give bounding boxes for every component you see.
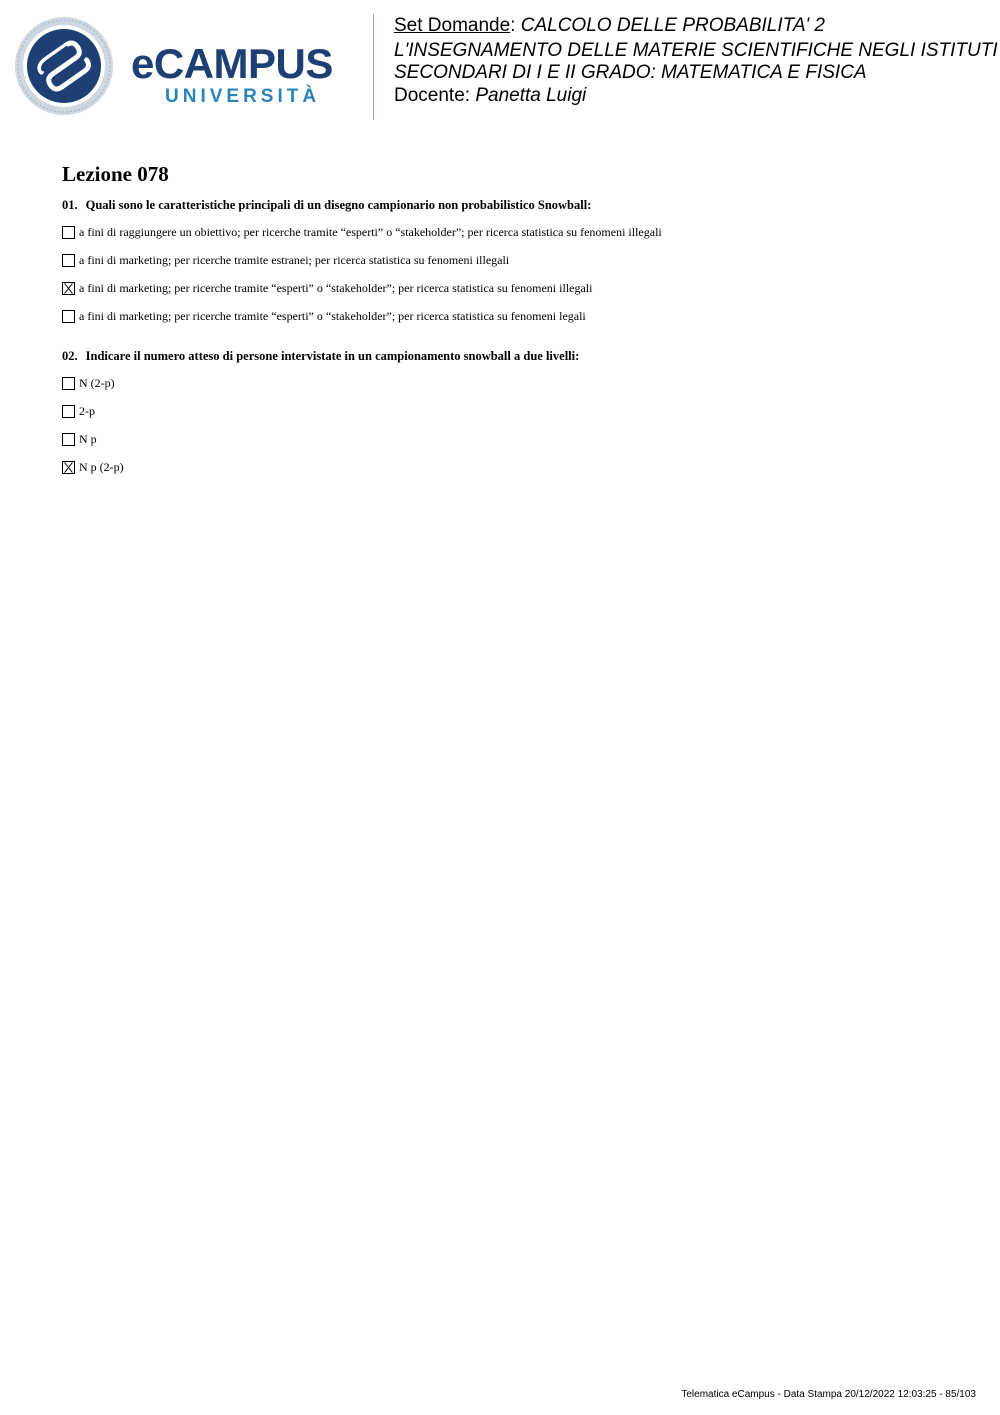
question-text	[62, 348, 962, 364]
header-info	[394, 14, 1000, 108]
teacher-line	[394, 84, 1000, 108]
question-number: 01.	[62, 198, 78, 212]
answer-text: a fini di marketing; per ricerche tramite “esperti” o “stakeholder”; per ricerca statistica su fenomeni legali	[79, 309, 586, 323]
teacher-name: Panetta Luigi	[475, 85, 587, 106]
answer-text: N p (2-p)	[79, 460, 124, 474]
question-set-value: CALCOLO DELLE PROBABILITA' 2	[520, 15, 825, 36]
answer-option-selected[interactable]	[62, 459, 124, 475]
question-set-label: Set Domande	[394, 15, 511, 36]
answer-option[interactable]	[62, 308, 586, 324]
checkbox-unchecked[interactable]	[62, 310, 75, 323]
course-title: L'INSEGNAMENTO DELLE MATERIE SCIENTIFICHE NEGLI ISTITUTI SECONDARI DI I E II GRADO: MATEMATICA E FISICA	[394, 40, 998, 83]
question-set-line	[394, 14, 1000, 38]
lesson-title: Lezione 078	[62, 162, 169, 186]
page-header	[0, 0, 1000, 125]
teacher-label: Docente:	[394, 85, 471, 106]
question-prompt: Indicare il numero atteso di persone intervistate in un campionamento snowball a due livelli:	[85, 349, 580, 363]
answer-text: N (2-p)	[79, 376, 115, 390]
answer-option[interactable]	[62, 224, 662, 240]
answer-option[interactable]	[62, 403, 95, 419]
logo-subtitle: UNIVERSITÀ	[165, 86, 321, 107]
answer-text: N p	[79, 432, 97, 446]
question-text	[62, 197, 962, 213]
header-divider	[373, 14, 374, 120]
checkbox-checked[interactable]	[62, 282, 75, 295]
checkbox-unchecked[interactable]	[62, 433, 75, 446]
ecampus-wordmark	[131, 40, 357, 112]
question-number: 02.	[62, 349, 78, 363]
answer-text: a fini di marketing; per ricerche tramite “esperti” o “stakeholder”; per ricerca statistica su fenomeni illegali	[79, 281, 593, 295]
checkbox-unchecked[interactable]	[62, 405, 75, 418]
answer-option[interactable]	[62, 431, 97, 447]
answer-text: a fini di raggiungere un obiettivo; per ricerche tramite “esperti” o “stakeholder”; per ricerca statistica su fenomeni illegali	[79, 225, 662, 239]
question-set-separator: :	[510, 15, 516, 36]
question-02	[62, 348, 962, 474]
logo-brand-name: eCAMPUS	[131, 40, 333, 87]
answer-option-selected[interactable]	[62, 280, 592, 296]
question-prompt: Quali sono le caratteristiche principali di un disegno campionario non probabilistico Snowball:	[85, 198, 592, 212]
checkbox-unchecked[interactable]	[62, 377, 75, 390]
ecampus-seal-logo	[14, 16, 114, 116]
answer-option[interactable]	[62, 252, 509, 268]
answer-option[interactable]	[62, 375, 115, 391]
question-01	[62, 197, 962, 323]
answer-text: a fini di marketing; per ricerche tramite estranei; per ricerca statistica su fenomeni illegali	[79, 253, 510, 267]
answer-text: 2-p	[79, 404, 95, 418]
print-footer: Telematica eCampus - Data Stampa 20/12/2022 12:03:25 - 85/103	[681, 1389, 976, 1400]
checkbox-unchecked[interactable]	[62, 254, 75, 267]
checkbox-checked[interactable]	[62, 461, 75, 474]
checkbox-unchecked[interactable]	[62, 226, 75, 239]
